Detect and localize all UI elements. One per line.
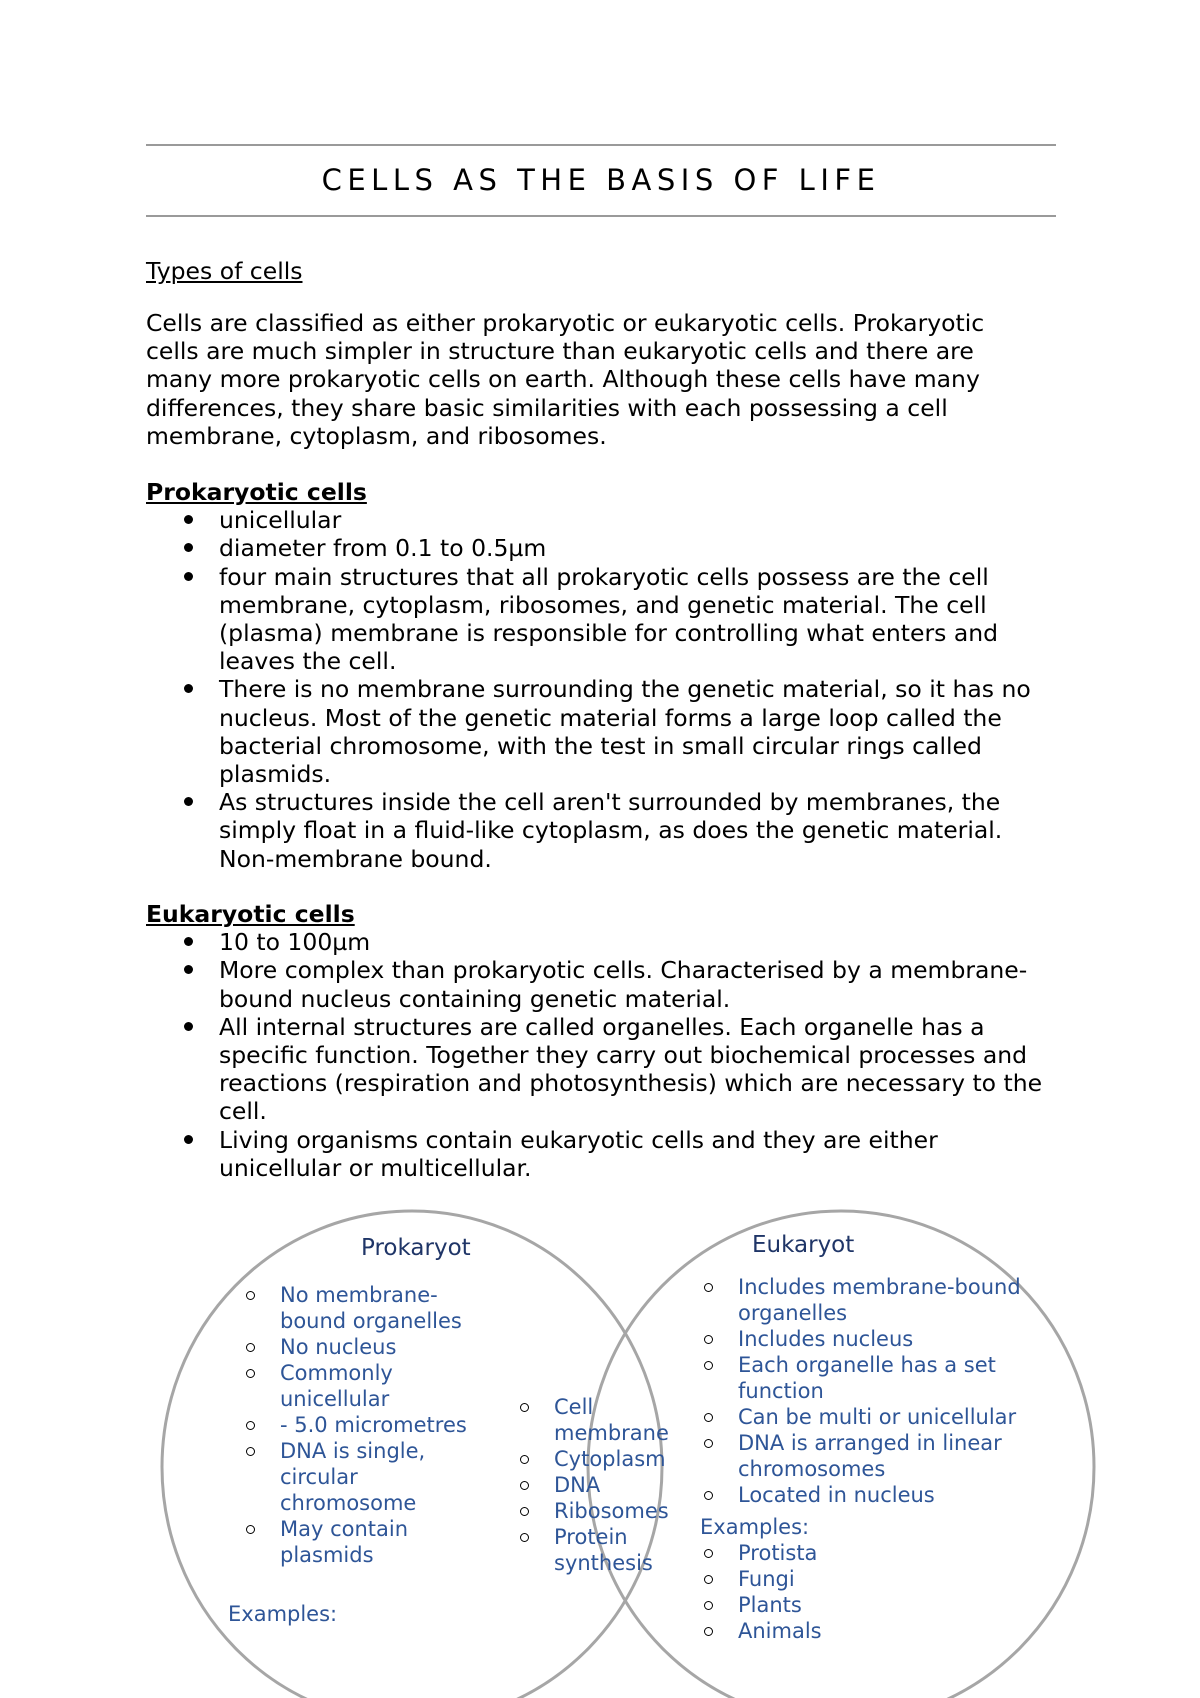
- list-item: Plants: [702, 1592, 1042, 1618]
- circle-bullet-icon: [704, 1627, 713, 1636]
- prokaryotic-heading: Prokaryotic cells: [146, 478, 367, 506]
- list-item: Cytoplasm: [518, 1446, 688, 1472]
- circle-bullet-icon: [704, 1491, 713, 1500]
- circle-bullet-icon: [520, 1455, 529, 1464]
- list-item: As structures inside the cell aren't surrounded by membranes, the simply float in a fluid-like cytoplasm, as does the genetic material. Non-membrane bound.: [146, 788, 1061, 873]
- list-item: DNA is arranged in linear chromosomes: [702, 1430, 1042, 1482]
- list-item: No membrane-bound organelles: [244, 1282, 499, 1334]
- circle-bullet-icon: [704, 1335, 713, 1344]
- venn-middle-list: [518, 1394, 688, 1576]
- circle-bullet-icon: [704, 1439, 713, 1448]
- list-item: Living organisms contain eukaryotic cells and they are either unicellular or multicellular.: [146, 1126, 1061, 1182]
- list-item: diameter from 0.1 to 0.5µm: [146, 534, 1061, 562]
- list-item: Includes membrane-bound organelles: [702, 1274, 1042, 1326]
- list-item: DNA is single, circular chromosome: [244, 1438, 499, 1516]
- circle-bullet-icon: [704, 1549, 713, 1558]
- list-item: four main structures that all prokaryotic cells possess are the cell membrane, cytoplasm, ribosomes, and genetic material. The cell (plasma) membrane is responsible for controlling what enters and leaves the cell.: [146, 563, 1061, 676]
- circle-bullet-icon: [704, 1413, 713, 1422]
- list-item: No nucleus: [244, 1334, 499, 1360]
- list-item: More complex than prokaryotic cells. Characterised by a membrane-bound nucleus containing genetic material.: [146, 956, 1061, 1012]
- page-title: CELLS AS THE BASIS OF LIFE: [321, 163, 881, 197]
- circle-bullet-icon: [520, 1533, 529, 1542]
- list-item: DNA: [518, 1472, 688, 1498]
- list-item: Located in nucleus: [702, 1482, 1042, 1508]
- types-heading: Types of cells: [146, 257, 303, 285]
- list-item: Each organelle has a set function: [702, 1352, 1042, 1404]
- circle-bullet-icon: [246, 1421, 255, 1430]
- circle-bullet-icon: [246, 1291, 255, 1300]
- circle-bullet-icon: [704, 1361, 713, 1370]
- list-item: Commonly unicellular: [244, 1360, 499, 1412]
- circle-bullet-icon: [704, 1601, 713, 1610]
- circle-bullet-icon: [246, 1343, 255, 1352]
- circle-bullet-icon: [246, 1447, 255, 1456]
- list-item: Protein synthesis: [518, 1524, 688, 1576]
- list-item: All internal structures are called organelles. Each organelle has a specific function. Together they carry out biochemical processes and reactions (respiration and photosynthesis) which are necessary to the cell.: [146, 1013, 1061, 1126]
- list-item: Cell membrane: [518, 1394, 688, 1446]
- venn-left-title: Prokaryot: [361, 1235, 471, 1261]
- venn-right-examples-label: Examples:: [700, 1515, 810, 1539]
- list-item: 10 to 100µm: [146, 928, 1061, 956]
- eukaryotic-heading: Eukaryotic cells: [146, 900, 355, 928]
- list-item: - 5.0 micrometres: [244, 1412, 499, 1438]
- circle-bullet-icon: [520, 1481, 529, 1490]
- venn-right-title: Eukaryot: [752, 1232, 855, 1258]
- list-item: May contain plasmids: [244, 1516, 499, 1568]
- venn-left-list: [244, 1282, 499, 1568]
- circle-bullet-icon: [704, 1283, 713, 1292]
- list-item: Fungi: [702, 1566, 1042, 1592]
- list-item: Animals: [702, 1618, 1042, 1644]
- list-item: Protista: [702, 1540, 1042, 1566]
- circle-bullet-icon: [246, 1369, 255, 1378]
- list-item: Can be multi or unicellular: [702, 1404, 1042, 1430]
- list-item: Ribosomes: [518, 1498, 688, 1524]
- intro-paragraph: Cells are classified as either prokaryotic or eukaryotic cells. Prokaryotic cells are much simpler in structure than eukaryotic cells and there are many more prokaryotic cells on earth. Although these cells have many differences, they share basic similarities with each possessing a cell membrane, cytoplasm, and ribosomes.: [146, 309, 985, 450]
- list-item: unicellular: [146, 506, 1061, 534]
- circle-bullet-icon: [520, 1507, 529, 1516]
- circle-bullet-icon: [704, 1575, 713, 1584]
- list-item: Includes nucleus: [702, 1326, 1042, 1352]
- venn-right-list: [702, 1274, 1042, 1644]
- list-item: There is no membrane surrounding the genetic material, so it has no nucleus. Most of the genetic material forms a large loop called the bacterial chromosome, with the test in small circular rings called plasmids.: [146, 675, 1061, 788]
- venn-left-examples-label: Examples:: [228, 1602, 338, 1626]
- circle-bullet-icon: [520, 1403, 529, 1412]
- circle-bullet-icon: [246, 1525, 255, 1534]
